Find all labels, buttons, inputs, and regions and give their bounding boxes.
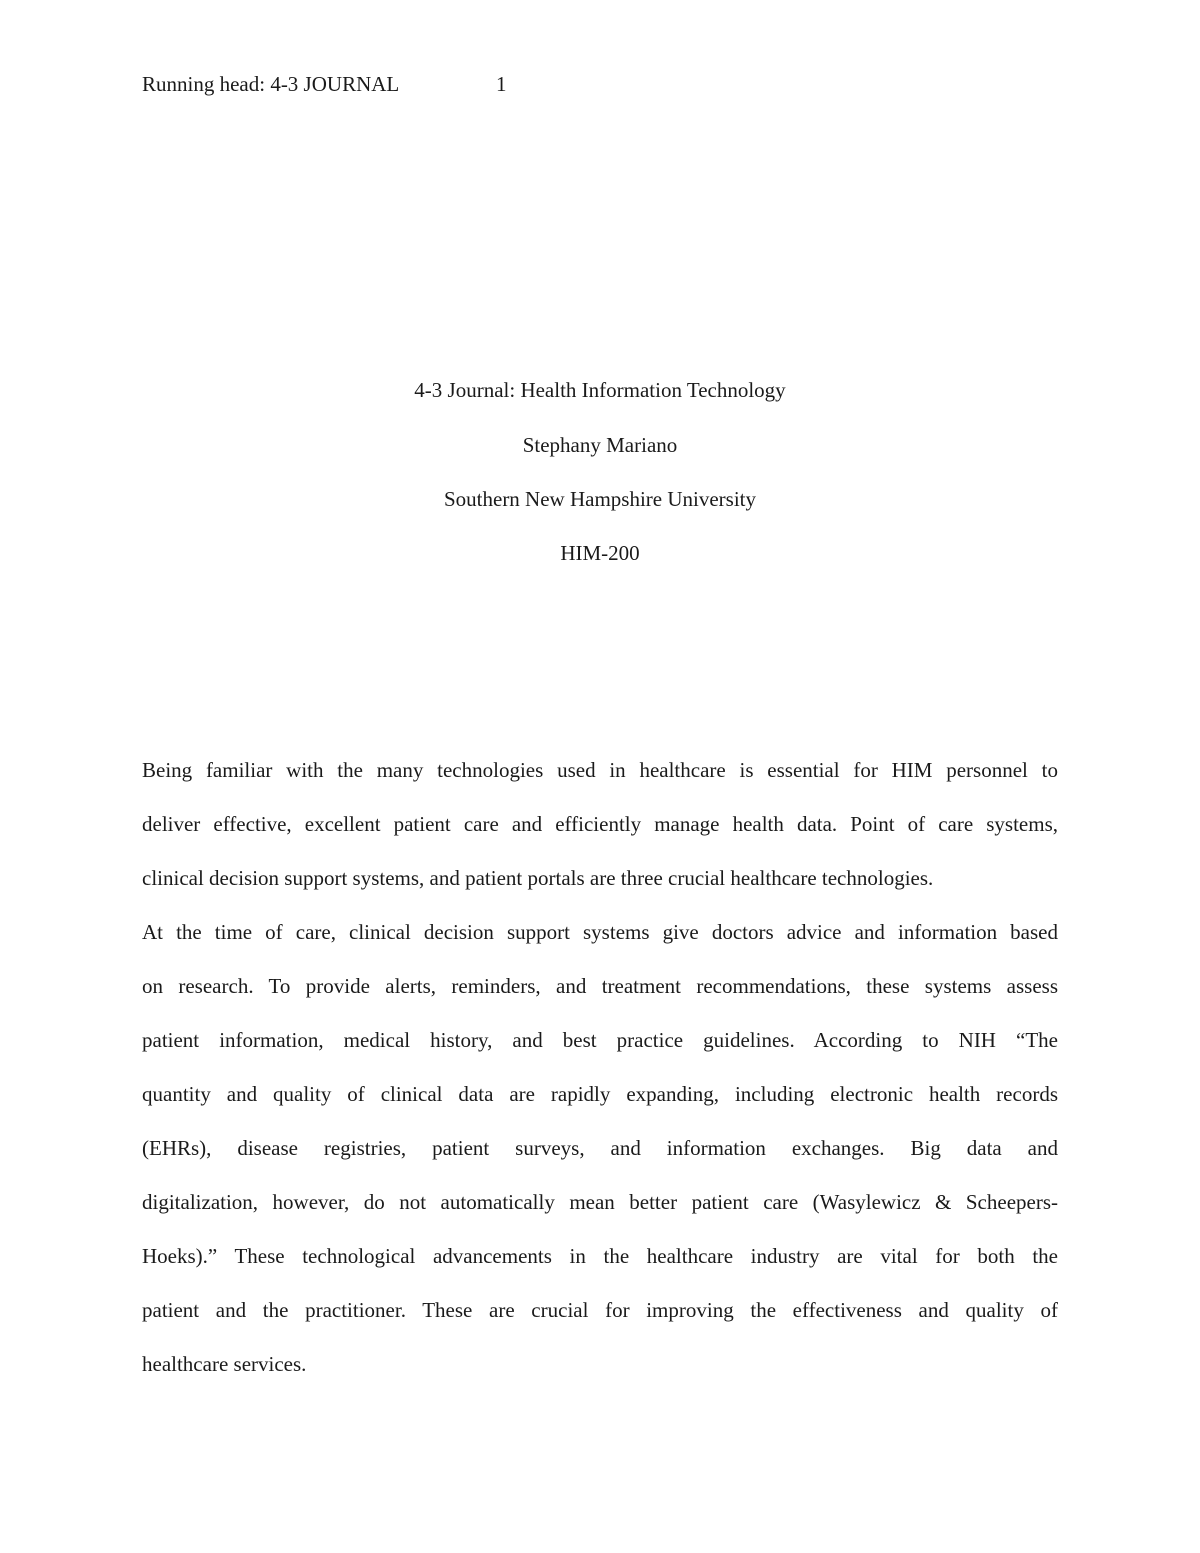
paragraph-line: patient and the practitioner. These are crucial for improving the effectiveness and quality of xyxy=(142,1298,1058,1322)
course-code: HIM-200 xyxy=(560,541,640,565)
author-name: Stephany Mariano xyxy=(522,433,678,457)
paragraph-line: Hoeks).” These technological advancements in the healthcare industry are vital for both the xyxy=(142,1244,1058,1268)
paragraph-line: (EHRs), disease registries, patient surveys, and information exchanges. Big data and xyxy=(142,1136,1058,1160)
running-head xyxy=(142,72,507,97)
page-number: 1 xyxy=(496,72,507,96)
paragraph-line: healthcare services. xyxy=(142,1352,307,1376)
paragraph-line: patient information, medical history, and best practice guidelines. According to NIH “The xyxy=(142,1028,1058,1052)
institution-name: Southern New Hampshire University xyxy=(443,487,757,511)
paragraph-line: deliver effective, excellent patient care and efficiently manage health data. Point of care systems, xyxy=(142,812,1058,836)
paragraph-line: Being familiar with the many technologies used in healthcare is essential for HIM personnel to xyxy=(142,758,1058,782)
paragraph-line: At the time of care, clinical decision support systems give doctors advice and information based xyxy=(142,920,1058,944)
paragraph-line: quantity and quality of clinical data are rapidly expanding, including electronic health records xyxy=(142,1082,1058,1106)
paper-title: 4-3 Journal: Health Information Technology xyxy=(414,378,786,402)
paragraph-line: clinical decision support systems, and patient portals are three crucial healthcare technologies. xyxy=(142,866,934,890)
paragraph-line: digitalization, however, do not automatically mean better patient care (Wasylewicz & Scheepers- xyxy=(142,1190,1058,1214)
running-head-text: Running head: 4-3 JOURNAL xyxy=(142,72,400,96)
paragraph-line: on research. To provide alerts, reminders, and treatment recommendations, these systems assess xyxy=(142,974,1058,998)
